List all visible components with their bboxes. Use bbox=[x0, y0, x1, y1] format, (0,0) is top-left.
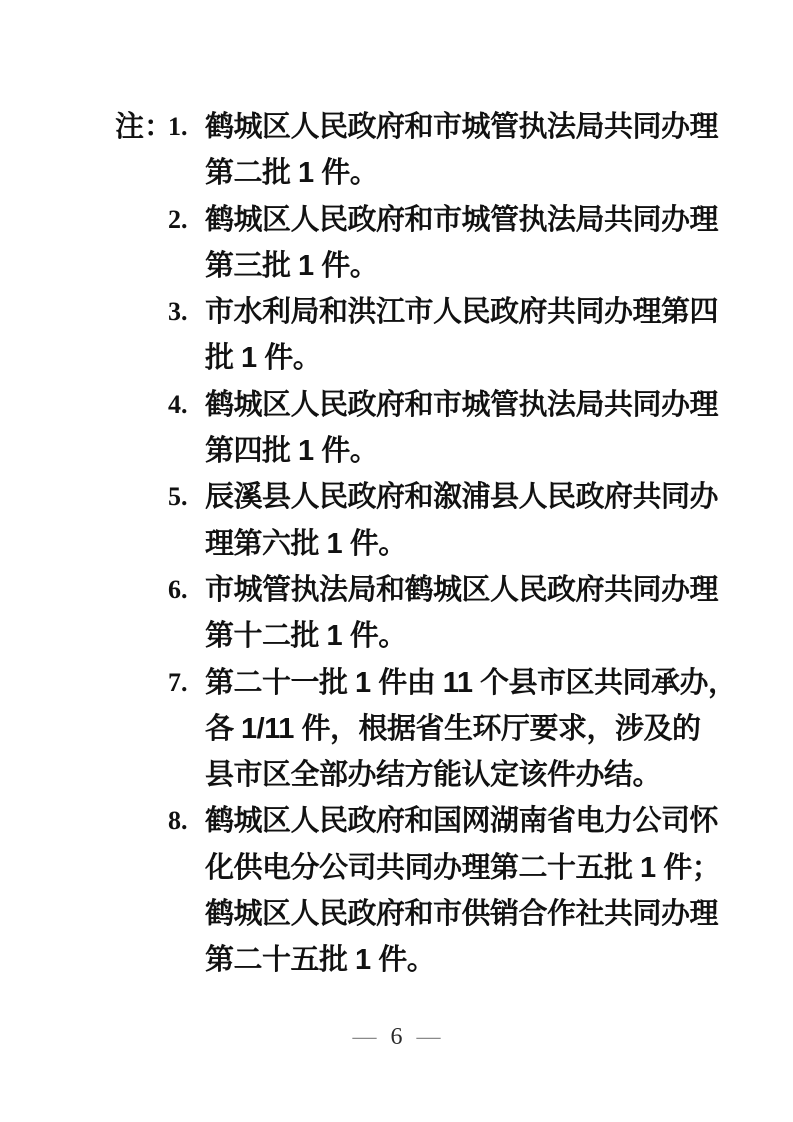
footer-dash-left: — bbox=[352, 1024, 377, 1050]
note-item-text bbox=[205, 382, 719, 475]
text-line: 辰溪县人民政府和溆浦县人民政府共同办 bbox=[205, 481, 719, 514]
footer-dash-right: — bbox=[416, 1024, 441, 1050]
note-item-text bbox=[205, 289, 719, 382]
note-item-number: 1. bbox=[168, 112, 188, 141]
note-item-number: 6. bbox=[168, 574, 188, 604]
note-item-7 bbox=[168, 660, 737, 799]
text-line: 第二批 1 件。 bbox=[205, 157, 379, 190]
text-line: 第十二批 1 件。 bbox=[205, 620, 407, 653]
text-line: 理第六批 1 件。 bbox=[205, 527, 407, 560]
note-item-text bbox=[205, 798, 721, 983]
note-item-number: 7. bbox=[168, 667, 188, 697]
note-item-text bbox=[205, 197, 719, 290]
note-item-1 bbox=[168, 104, 719, 197]
note-item-text bbox=[205, 474, 719, 567]
note-item-number: 5. bbox=[168, 482, 188, 512]
note-label: 注： bbox=[115, 111, 174, 143]
note-item-text bbox=[205, 104, 719, 197]
text-line: 鹤城区人民政府和市城管执法局共同办理 bbox=[205, 388, 719, 421]
note-item-number: 4. bbox=[168, 389, 188, 419]
notes-section bbox=[115, 104, 737, 984]
text-line: 第二十一批 1 件由 11 个县市区共同承办， bbox=[205, 666, 737, 699]
text-line: 县市区全部办结方能认定该件办结。 bbox=[205, 759, 662, 792]
note-item-5 bbox=[168, 474, 719, 567]
note-list bbox=[168, 104, 737, 984]
note-item-number: 8. bbox=[168, 806, 188, 836]
note-item-4 bbox=[168, 382, 719, 475]
text-line: 市水利局和洪江市人民政府共同办理第四 bbox=[205, 296, 719, 329]
text-line: 鹤城区人民政府和国网湖南省电力公司怀 bbox=[205, 805, 719, 838]
note-item-2 bbox=[168, 197, 719, 290]
text-line: 鹤城区人民政府和市城管执法局共同办理 bbox=[205, 203, 719, 236]
note-item-text bbox=[205, 660, 737, 799]
text-line: 第二十五批 1 件。 bbox=[205, 944, 436, 977]
note-item-8 bbox=[168, 798, 721, 983]
text-line: 批 1 件。 bbox=[205, 342, 322, 375]
page-footer bbox=[0, 1022, 793, 1052]
text-line: 市城管执法局和鹤城区人民政府共同办理 bbox=[205, 573, 719, 606]
note-item-3 bbox=[168, 289, 719, 382]
text-line: 第四批 1 件。 bbox=[205, 435, 379, 468]
note-item-number: 2. bbox=[168, 204, 188, 234]
text-line: 鹤城区人民政府和市城管执法局共同办理 bbox=[205, 111, 719, 143]
text-line: 各 1/11 件，根据省生环厅要求，涉及的 bbox=[205, 712, 701, 745]
page-number: 6 bbox=[390, 1024, 403, 1050]
text-line: 化供电分公司共同办理第二十五批 1 件； bbox=[205, 851, 721, 884]
note-item-6 bbox=[168, 567, 719, 660]
text-line: 鹤城区人民政府和市供销合作社共同办理 bbox=[205, 898, 719, 931]
note-item-number: 3. bbox=[168, 297, 188, 327]
text-line: 第三批 1 件。 bbox=[205, 249, 379, 282]
note-item-text bbox=[205, 567, 719, 660]
